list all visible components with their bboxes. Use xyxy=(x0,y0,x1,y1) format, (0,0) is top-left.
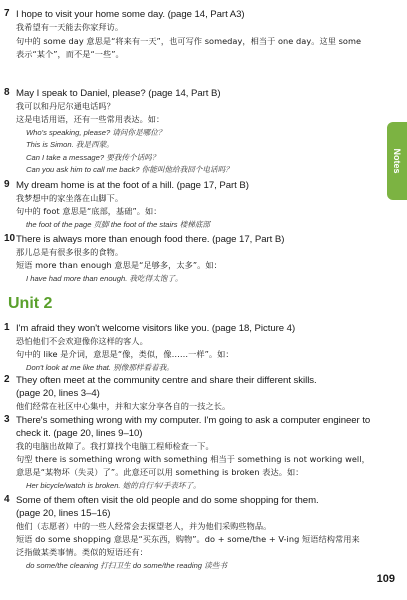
note-number: 2 xyxy=(4,374,10,385)
note-usage-example: Her bicycle/watch is broken. 她的自行车/手表坏了。 xyxy=(26,481,201,490)
note-usage-example: Can you ask him to call me back? 你能叫他给我回个电话吗？ xyxy=(26,165,233,174)
note-usage-example: Don't look at me like that. 别像那样看着我。 xyxy=(26,363,174,372)
note-number: 8 xyxy=(4,87,10,98)
note-explanation: 句中的 foot 意思是“底部，基础”。如： xyxy=(16,206,162,216)
note-example-sentence: I hope to visit your home some day. (page 14, Part A3) xyxy=(16,9,245,20)
note-usage-example: the foot of the page 页脚 the foot of the stairs 楼梯底部 xyxy=(26,220,211,229)
note-usage-example: Can I take a message? 要我传个话吗？ xyxy=(26,153,160,162)
note-usage-example: do some/the cleaning 打扫卫生 do some/the reading 读些书 xyxy=(26,561,227,570)
note-number: 3 xyxy=(4,414,10,425)
note-translation: 他们经常在社区中心集中，并和大家分享各自的一技之长。 xyxy=(16,401,231,411)
note-usage-example: This is Simon. 我是西蒙。 xyxy=(26,140,114,149)
note-example-sentence: May I speak to Daniel, please? (page 14, Part B) xyxy=(16,88,221,99)
note-number: 9 xyxy=(4,179,10,190)
note-example-sentence: There's something wrong with my computer. I'm going to ask a computer engineer to xyxy=(16,415,371,426)
note-page-reference: (page 20, lines 3–4) xyxy=(16,388,100,399)
note-usage-example: I have had more than enough. 我吃得太饱了。 xyxy=(26,274,183,283)
note-translation: 那儿总是有很多很多的食物。 xyxy=(16,247,124,257)
note-explanation: 泛指做某类事情。类似的短语还有： xyxy=(16,547,148,557)
note-example-sentence: Some of them often visit the old people and do some shopping for them. xyxy=(16,495,319,506)
note-explanation: 短语 more than enough 意思是“足够多，太多”。如： xyxy=(16,260,222,270)
notes-tab-label: Notes xyxy=(392,148,402,174)
note-page-reference: (page 20, lines 15–16) xyxy=(16,508,111,519)
note-example-sentence: They often meet at the community centre and share their different skills. xyxy=(16,375,317,386)
note-explanation: 表示“某个”，而不是“一些”。 xyxy=(16,49,124,59)
notes-side-tab xyxy=(387,122,407,200)
note-explanation: 句中的 some day 意思是“将来有一天”，也可写作 someday，相当于 one day。这里 some xyxy=(16,36,362,46)
note-number: 7 xyxy=(4,8,10,19)
note-example-sentence: There is always more than enough food there. (page 17, Part B) xyxy=(16,234,285,245)
note-explanation: 这是电话用语，还有一些常用表达。如： xyxy=(16,114,165,124)
note-translation: 我可以和丹尼尔通电话吗？ xyxy=(16,101,115,111)
note-number: 4 xyxy=(4,494,10,505)
note-number: 1 xyxy=(4,322,10,333)
note-translation: 他们（志愿者）中的一些人经常会去探望老人，并为他们采购些物品。 xyxy=(16,521,272,531)
note-translation: 我希望有一天能去你家拜访。 xyxy=(16,22,124,32)
section-title: Unit 2 xyxy=(8,295,53,312)
note-translation: 我梦想中的家坐落在山脚下。 xyxy=(16,193,124,203)
note-example-sentence: I'm afraid they won't welcome visitors like you. (page 18, Picture 4) xyxy=(16,323,296,334)
note-usage-example: Who's speaking, please? 请问你是哪位？ xyxy=(26,128,166,137)
note-explanation: 句中的 like 是介词，意思是“像，类似，像……一样”。如： xyxy=(16,349,234,359)
note-number: 10 xyxy=(4,233,16,244)
note-explanation: 句型 there is something wrong with something 相当于 something is not working well， xyxy=(16,454,370,464)
page-number: 109 xyxy=(376,573,395,585)
note-translation: 我的电脑出故障了。我打算找个电脑工程师检查一下。 xyxy=(16,441,214,451)
note-example-sentence: My dream home is at the foot of a hill. (page 17, Part B) xyxy=(16,180,249,191)
note-explanation: 意思是“某物坏（失灵）了”。此意还可以用 something is broken 表达。如： xyxy=(16,467,304,477)
note-translation: 恐怕他们不会欢迎像你这样的客人。 xyxy=(16,336,148,346)
note-explanation: 短语 do some shopping 意思是“买东西，购物”。do + some/the + V-ing 短语结构常用来 xyxy=(16,534,360,544)
note-page-reference: check it. (page 20, lines 9–10) xyxy=(16,428,143,439)
